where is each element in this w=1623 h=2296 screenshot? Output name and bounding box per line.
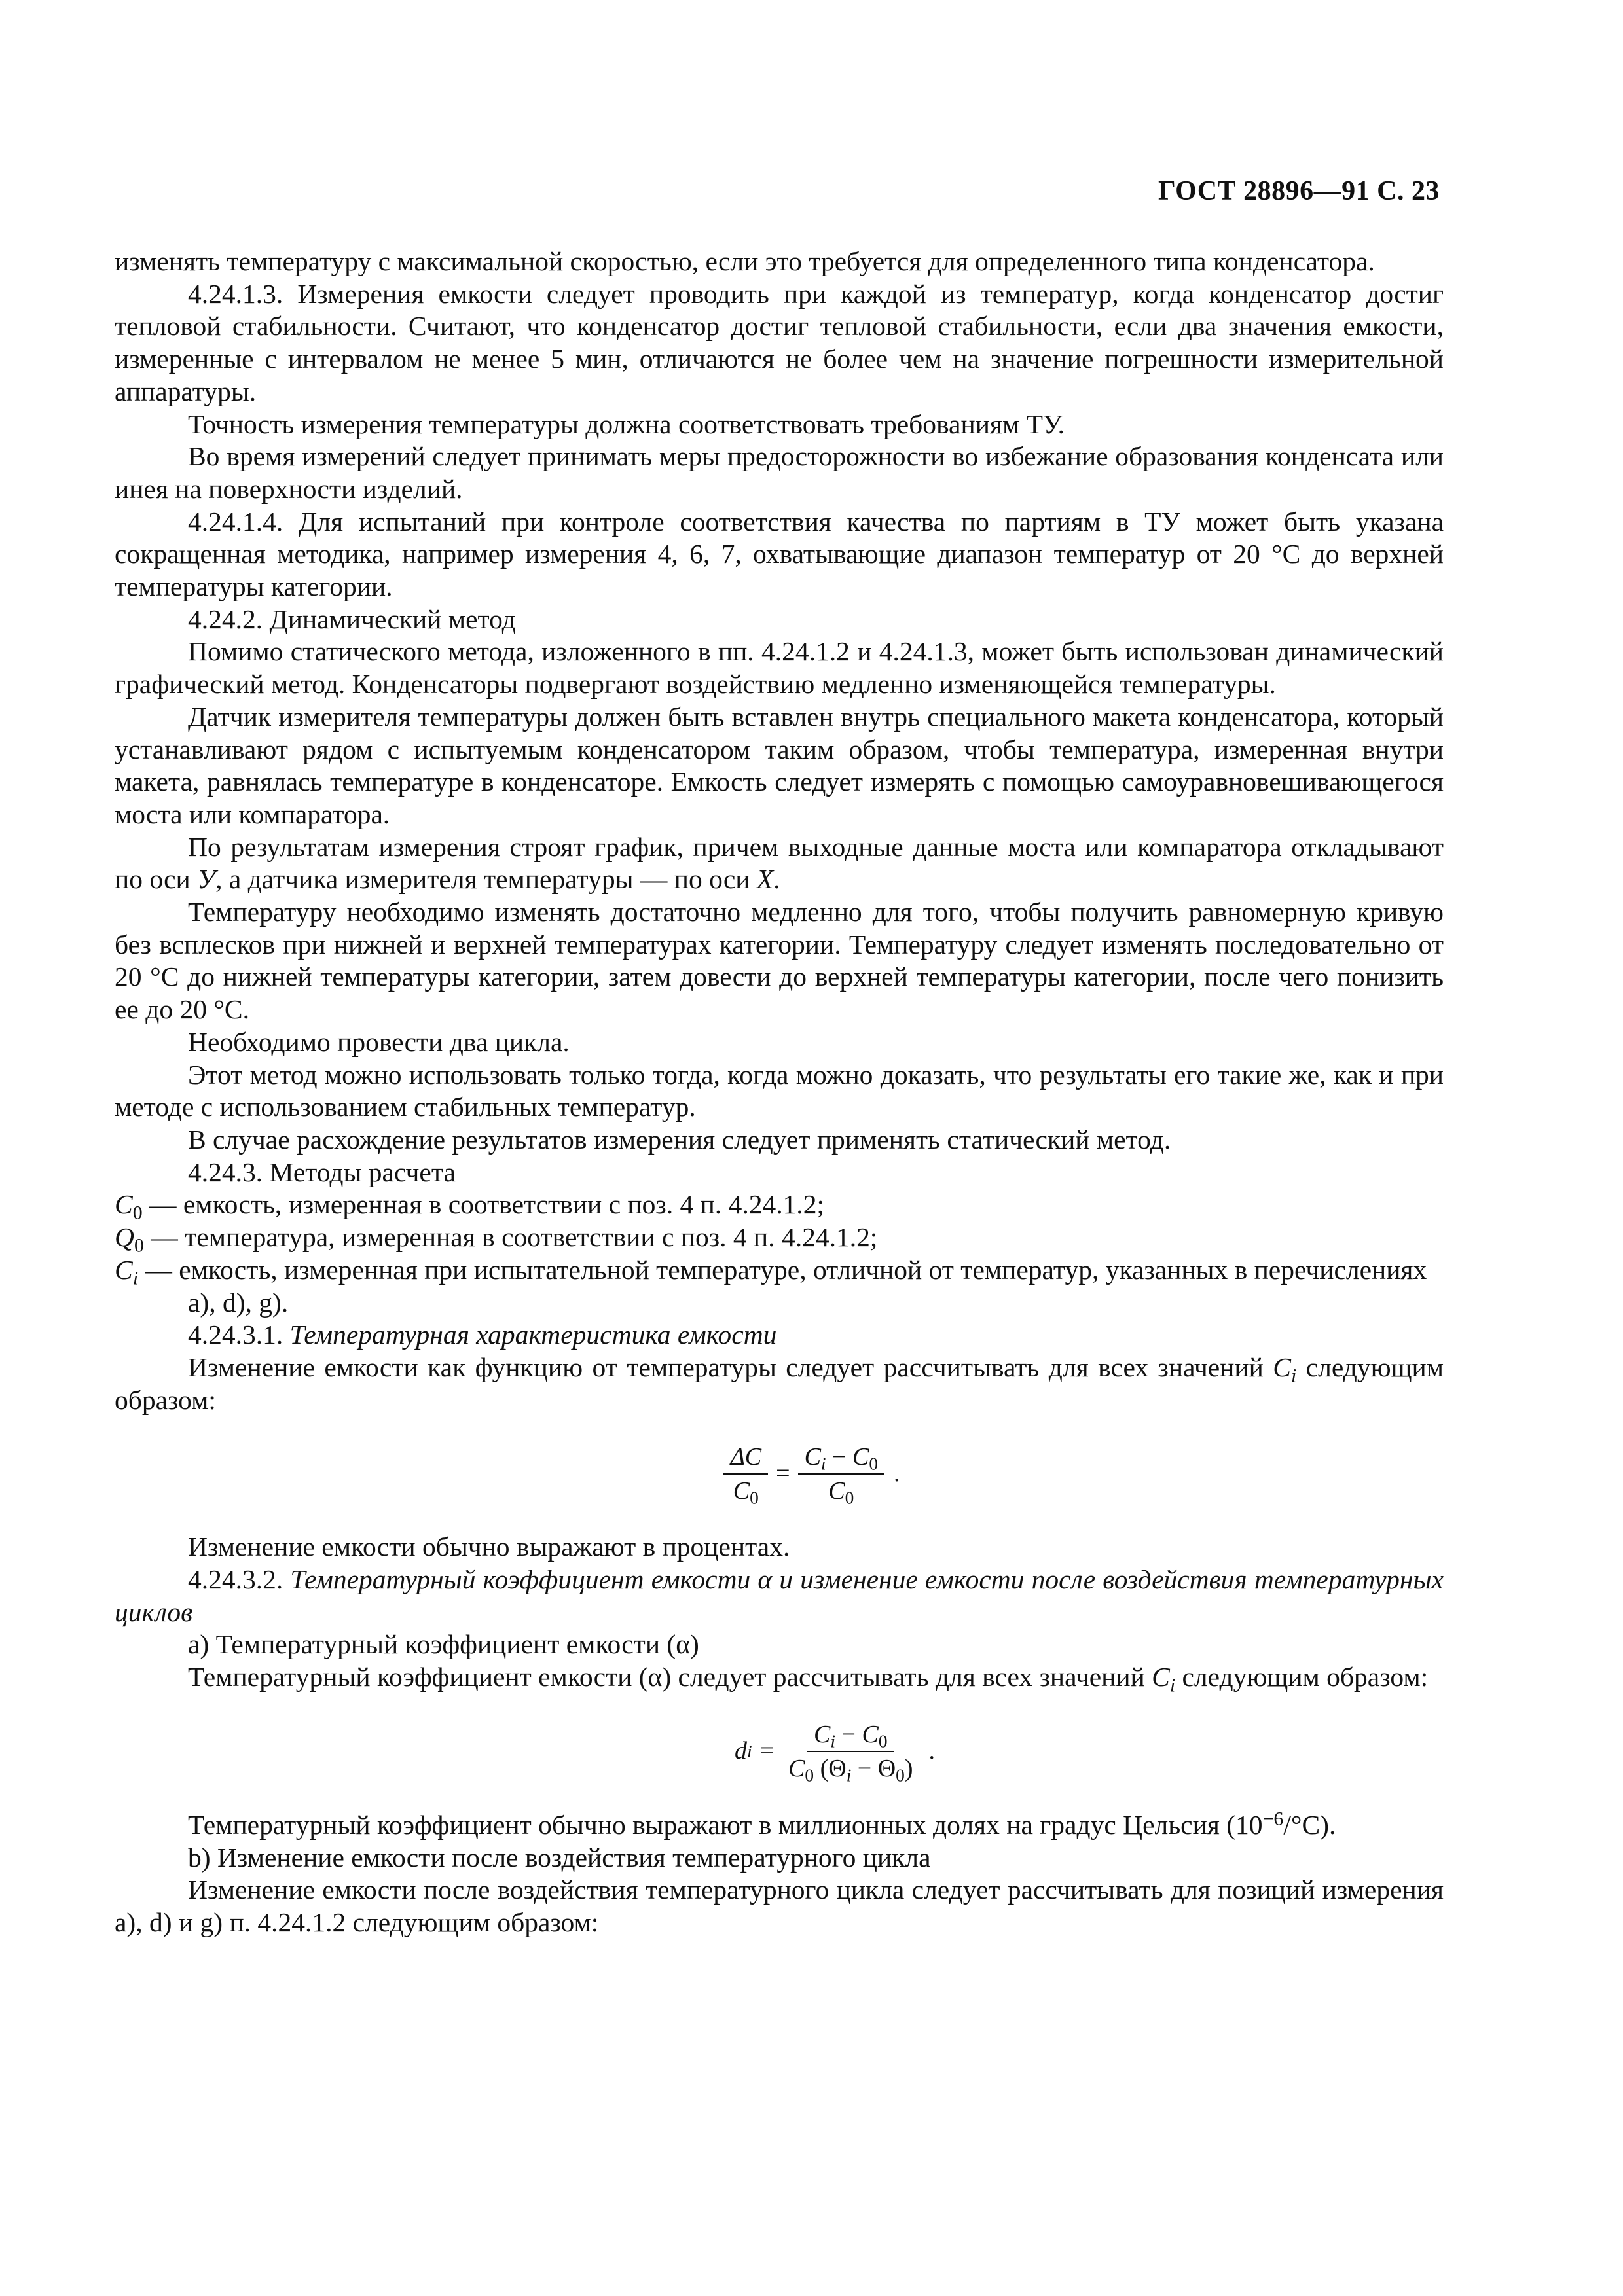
symbol: d (734, 1736, 747, 1765)
symbol: ΔC (730, 1443, 762, 1471)
formula-capacitance-change (180, 1416, 1444, 1531)
subscript: i (830, 1731, 836, 1751)
subscript: i (846, 1765, 852, 1785)
text: , а датчика измерителя температуры — по оси (215, 864, 757, 895)
page-header: ГОСТ 28896—91 С. 23 (1158, 176, 1440, 206)
symbol: C (115, 1189, 133, 1220)
paragraph (115, 1352, 1444, 1416)
subscript: 0 (869, 1454, 879, 1474)
paragraph: Необходимо провести два цикла. (188, 1026, 570, 1057)
paragraph: Температуру необходимо изменять достаточно медленно для того, чтобы получить равномерную кривую без всплесков при нижней и верхней температурах категории. Температуру следует изменять последовательно от 20 °С до нижней температуры категории, затем довести до верхней температуры категории, после чего понизить ее до 20 °С. (115, 897, 1444, 1025)
text: Изменение емкости как функцию от температуры следует рассчитывать для всех значений (188, 1352, 1273, 1382)
axis-symbol: X (756, 864, 774, 895)
equals-sign: = (759, 1736, 775, 1765)
symbol: C (788, 1754, 805, 1782)
symbol: C (852, 1443, 869, 1471)
fraction (782, 1720, 919, 1783)
text: ) (904, 1754, 913, 1782)
subscript: 0 (134, 1234, 144, 1257)
superscript: −6 (1262, 1808, 1284, 1830)
equals-sign: = (776, 1459, 790, 1487)
formula-temperature-coefficient: d i = $\frac{C_i - C_0}{C_0 (\Theta_i - \Theta_0)}$ . (734, 1720, 936, 1785)
paragraph: Этот метод можно использовать только тогда, когда можно доказать, что результаты его такие же, как и при методе с использованием стабильных температур. (115, 1059, 1444, 1122)
period: . (928, 1736, 936, 1765)
paragraph: Датчик измерителя температуры должен быть вставлен внутрь специального макета конденсатора, который устанавливают рядом с испытуемым конденсатором таким образом, чтобы температура, измеренная внутри макета, равнялась температуре в конденсаторе. Емкость следует измерять с помощью самоуравновешивающегося моста или компаратора. (115, 701, 1444, 829)
subscript: 0 (132, 1202, 143, 1224)
list-item: а) Температурный коэффициент емкости (α) (188, 1629, 699, 1660)
text: − Θ (851, 1754, 896, 1782)
section-title: Температурная характеристика емкости (289, 1319, 777, 1350)
symbol: C (814, 1720, 831, 1748)
page-body (115, 245, 1444, 1939)
symbol: C (115, 1254, 133, 1285)
subscript: 0 (750, 1488, 759, 1508)
symbol: Q (115, 1222, 134, 1253)
denominator (727, 1475, 765, 1508)
paragraph (115, 831, 1444, 896)
fraction (798, 1443, 884, 1508)
section-heading: 4.24.2. Динамический метод (188, 603, 516, 634)
symbol: C (1273, 1352, 1291, 1382)
text: следующим образом: (115, 1352, 1444, 1415)
paragraph: Изменение емкости после воздействия температурного цикла следует рассчитывать для позиций измерения а), d) и g) п. 4.24.1.2 следующим образом: (115, 1874, 1444, 1937)
operator: − (835, 1720, 862, 1748)
definition-item (115, 1189, 1444, 1224)
period: . (894, 1459, 900, 1487)
section-number: 4.24.3.2. (188, 1564, 291, 1595)
definition-item (115, 1221, 1444, 1257)
numerator (807, 1720, 894, 1752)
definition-text: — температура, измеренная в соответствии с поз. 4 п. 4.24.1.2; (143, 1222, 878, 1253)
symbol: C (862, 1720, 879, 1748)
axis-symbol: У (197, 864, 216, 895)
subscript: 0 (845, 1488, 854, 1508)
paragraph: 4.24.1.3. Измерения емкости следует проводить при каждой из температур, когда конденсатор достиг тепловой стабильности. Считают, что конденсатор достиг тепловой стабильности, если два значения емкости, измеренные с интервалом не менее 5 мин, отличаются не более чем на значение погрешности измерительной аппаратуры. (115, 278, 1444, 406)
section-heading (115, 1319, 1444, 1352)
operator: − (826, 1443, 852, 1471)
paragraph: Точность измерения температуры должна соответствовать требованиям ТУ. (188, 408, 1065, 439)
section-number: 4.24.3.1. (188, 1319, 290, 1350)
symbol: C (828, 1477, 845, 1505)
fraction (723, 1443, 768, 1508)
text: Температурный коэффициент обычно выражают в миллионных долях на градус Цельсия (10 (188, 1809, 1263, 1840)
paragraph (115, 1661, 1444, 1694)
subscript: 0 (878, 1731, 888, 1751)
paragraph: Помимо статического метода, изложенного в пп. 4.24.1.2 и 4.24.1.3, может быть использован динамический графический метод. Конденсаторы подвергают воздействию медленно изменяющейся температуры. (115, 636, 1444, 700)
definition-text: — емкость, измеренная в соответствии с поз. 4 п. 4.24.1.2; (142, 1189, 825, 1220)
subscript: i (132, 1267, 138, 1289)
text: /°С). (1283, 1809, 1336, 1840)
denominator (822, 1475, 860, 1508)
subscript: i (1290, 1365, 1297, 1387)
text: . (773, 864, 780, 895)
definition-text: — емкость, измеренная при испытательной температуре, отличной от температур, указанных в перечислениях а), d), g). (138, 1254, 1427, 1318)
paragraph: изменять температуру с максимальной скоростью, если это требуется для определенного типа конденсатора. (115, 246, 1375, 276)
definition-item (115, 1254, 1444, 1319)
text: (Θ (814, 1754, 847, 1782)
symbol: C (733, 1477, 750, 1505)
section-heading: 4.24.3. Методы расчета (188, 1157, 456, 1187)
symbol: C (804, 1443, 821, 1471)
paragraph: Изменение емкости обычно выражают в процентах. (188, 1532, 790, 1562)
denominator (782, 1752, 919, 1783)
paragraph: Во время измерений следует принимать меры предосторожности во избежание образования конденсата или инея на поверхности изделий. (115, 441, 1444, 504)
symbol: C (1152, 1662, 1170, 1693)
subscript: 0 (805, 1765, 814, 1785)
text: следующим образом: (1175, 1662, 1429, 1693)
numerator (723, 1443, 768, 1475)
paragraph: В случае расхождение результатов измерения следует применять статический метод. (188, 1124, 1171, 1155)
section-title: Температурный коэффициент емкости α и изменение емкости после воздействия температурных циклов (115, 1564, 1444, 1627)
paragraph (115, 1809, 1444, 1842)
subscript: 0 (896, 1765, 905, 1785)
subscript: i (1169, 1674, 1176, 1696)
subscript: i (820, 1454, 826, 1474)
numerator (798, 1443, 884, 1475)
list-item: b) Изменение емкости после воздействия температурного цикла (188, 1842, 931, 1873)
text: По результатам измерения строят график, причем выходные данные моста или компаратора откладывают по оси (115, 831, 1444, 895)
section-heading (115, 1564, 1444, 1628)
paragraph: 4.24.1.4. Для испытаний при контроле соответствия качества по партиям в ТУ может быть указана сокращенная методика, например измерения 4, 6, 7, охватывающие диапазон температур от 20 °С до верхней температуры категории. (115, 506, 1444, 602)
text: Температурный коэффициент емкости (α) следует рассчитывать для всех значений (188, 1662, 1152, 1693)
